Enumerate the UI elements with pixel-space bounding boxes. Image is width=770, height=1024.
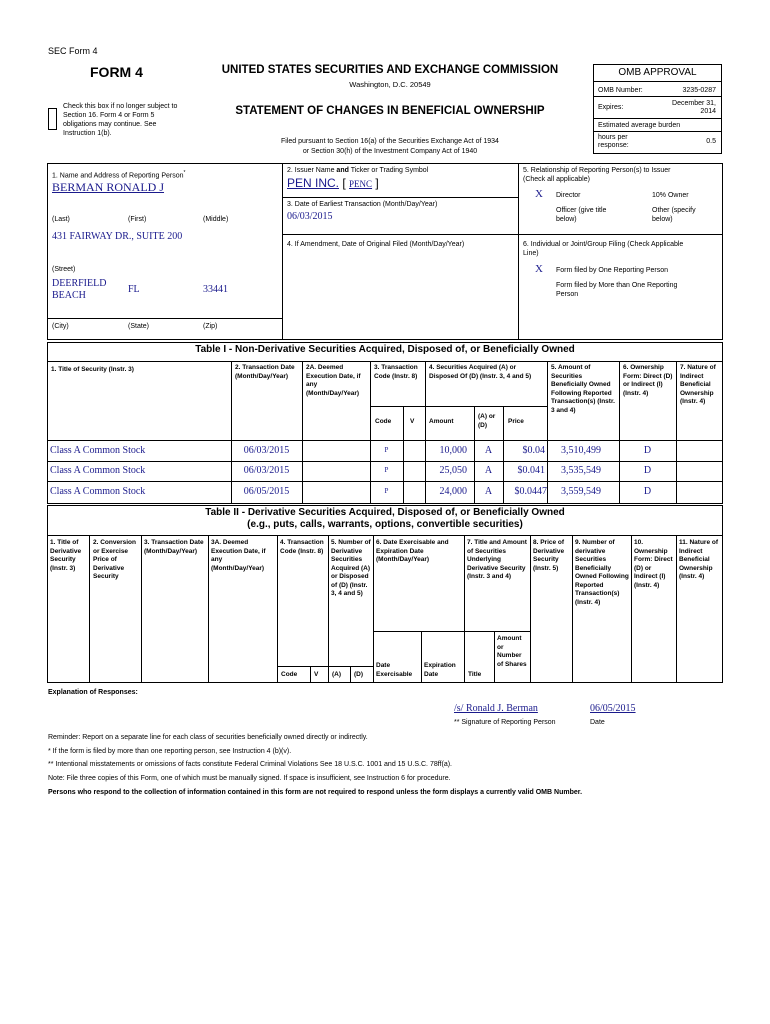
persons-notice: Persons who respond to the collection of information contained in this form are not required to respond unless the form displays a currently valid OMB Number. — [48, 789, 583, 796]
t2-sub-d: (D) — [354, 671, 364, 678]
earliest-transaction-date: 06/03/2015 — [287, 211, 333, 222]
more-person-label-2: Person — [556, 291, 579, 298]
t2-sub-expiration: Expiration Date — [424, 662, 456, 678]
t2-h-title: 1. Title of Derivative Security (Instr. 3) — [50, 539, 82, 572]
one-person-mark[interactable]: X — [535, 263, 543, 275]
t2-h-conversion: 2. Conversion or Exercise Price of Derivative Security — [93, 539, 136, 580]
t1-h-title: 1. Title of Security (Instr. 3) — [51, 366, 134, 373]
signature: /s/ Ronald J. Berman — [454, 703, 538, 714]
zip-label: (Zip) — [203, 323, 218, 330]
t2-sub-code: Code — [281, 671, 298, 678]
omb-number-value: 3235-0287 — [682, 87, 716, 94]
relationship-label-1: 5. Relationship of Reporting Person(s) to Issuer — [523, 167, 671, 174]
t2-h-underlying: 7. Title and Amount of Securities Underlying Derivative Security (Instr. 3 and 4) — [467, 539, 527, 580]
agency-address: Washington, D.C. 20549 — [349, 80, 431, 89]
t2-sub-a: (A) — [332, 671, 342, 678]
filed-pursuant-1: Filed pursuant to Section 16(a) of the Securities Exchange Act of 1934 — [281, 138, 499, 145]
t2-h-code: 4. Transaction Code (Instr. 8) — [280, 539, 324, 555]
filing-label-1: 6. Individual or Joint/Group Filing (Check Applicable — [523, 241, 684, 248]
t2-sub-v: V — [314, 671, 319, 678]
agency-title: UNITED STATES SECURITIES AND EXCHANGE COMMISSION — [221, 64, 559, 76]
zip-value: 33441 — [203, 284, 228, 295]
last-label: (Last) — [52, 216, 70, 223]
note-double-star: ** Intentional misstatements or omissions of facts constitute Federal Criminal Violations See 18 U.S.C. 1001 and 15 U.S.C. 78ff(a). — [48, 761, 452, 768]
omb-hours-label-2: response: — [598, 142, 629, 149]
officer-label-1: Officer (give title — [556, 207, 607, 214]
t1-sub-price: Price — [508, 418, 524, 425]
ten-percent-owner-label: 10% Owner — [652, 192, 689, 199]
t1-sub-aord: (A) or (D) — [478, 413, 496, 429]
officer-label-2: below) — [556, 216, 577, 223]
omb-hours-label-1: hours per — [598, 134, 628, 141]
director-mark[interactable]: X — [535, 188, 543, 200]
t2-sub-date-exercisable: Date Exercisable — [376, 662, 413, 678]
reporting-person-label: 1. Name and Address of Reporting Person* — [52, 170, 186, 180]
t2-sub-title: Title — [468, 671, 482, 678]
filed-pursuant-2: or Section 30(h) of the Investment Company Act of 1940 — [302, 148, 478, 155]
street-label: (Street) — [52, 266, 76, 273]
director-label: Director — [556, 192, 581, 199]
note-star: * If the form is filed by more than one reporting person, see Instruction 4 (b)(v). — [48, 748, 292, 755]
t2-h-owned: 9. Number of derivative Securities Beneficially Owned Following Reported Transaction(s) (Instr. 4) — [575, 539, 629, 606]
t1-h-code: 3. Transaction Code (Instr. 8) — [374, 364, 418, 380]
issuer-name[interactable]: PEN INC. — [287, 176, 340, 190]
t2-h-number: 5. Number of Derivative Securities Acquired (A) or Disposed of (D) (Instr. 3, 4 and 5) — [331, 539, 371, 597]
explanation-label: Explanation of Responses: — [48, 689, 138, 696]
amendment-label: 4. If Amendment, Date of Original Filed (Month/Day/Year) — [287, 241, 465, 248]
omb-title: OMB APPROVAL — [618, 67, 697, 78]
t1-h-acquired: 4. Securities Acquired (A) or Disposed Of (D) (Instr. 3, 4 and 5) — [429, 364, 532, 380]
street-value: 431 FAIRWAY DR., SUITE 200 — [52, 231, 183, 242]
earliest-transaction-label: 3. Date of Earliest Transaction (Month/Day/Year) — [287, 201, 438, 208]
t1-sub-v: V — [410, 418, 415, 425]
state-value: FL — [128, 284, 140, 295]
other-label-1: Other (specify — [652, 207, 696, 214]
t2-sub-amount: Amount or Number of Shares — [497, 635, 527, 668]
t1-h-nature: 7. Nature of Indirect Beneficial Ownership (Instr. 4) — [680, 364, 716, 405]
t2-h-form: 10. Ownership Form: Direct (D) or Indirect (I) (Instr. 4) — [634, 539, 673, 589]
t2-h-date: 3. Transaction Date (Month/Day/Year) — [144, 539, 204, 555]
t2-h-deemed: 3A. Deemed Execution Date, if any (Month/Day/Year) — [211, 539, 266, 572]
other-label-2: below) — [652, 216, 673, 223]
t1-h-owned: 5. Amount of Securities Beneficially Owned Following Reported Transaction(s) (Instr. 3 and 4) — [551, 364, 615, 414]
t1-sub-amount: Amount — [429, 418, 454, 425]
t1-h-deemed: 2A. Deemed Execution Date, if any (Month/Day/Year) — [306, 364, 361, 397]
statement-title: STATEMENT OF CHANGES IN BENEFICIAL OWNERSHIP — [235, 105, 545, 117]
one-person-label: Form filed by One Reporting Person — [556, 267, 669, 274]
date-label: Date — [590, 719, 605, 726]
signature-label: ** Signature of Reporting Person — [454, 719, 556, 726]
middle-label: (Middle) — [203, 216, 229, 223]
t1-sub-code: Code — [375, 418, 392, 425]
reminder-text: Reminder: Report on a separate line for each class of securities beneficially owned directly or indirectly. — [48, 734, 368, 741]
omb-expires-label: Expires: — [598, 104, 624, 111]
more-person-label-1: Form filed by More than One Reporting — [556, 282, 678, 289]
t1-h-date: 2. Transaction Date (Month/Day/Year) — [235, 364, 295, 380]
issuer-ticker: PENC — [349, 179, 373, 189]
relationship-label-2: (Check all applicable) — [523, 176, 590, 183]
omb-expires-value-2: 2014 — [700, 108, 716, 115]
first-label: (First) — [128, 216, 147, 223]
table-2-title-1: Table II - Derivative Securities Acquired, Disposed of, or Beneficially Owned — [205, 507, 565, 518]
signature-date: 06/05/2015 — [590, 703, 636, 714]
no-longer-subject-checkbox[interactable] — [48, 108, 57, 130]
issuer-line: PEN INC. [ PENC ] — [287, 176, 379, 190]
sec-form-label: SEC Form 4 — [48, 46, 98, 56]
reporting-person-name[interactable]: BERMAN RONALD J — [52, 180, 165, 194]
note-file-copies: Note: File three copies of this Form, one of which must be manually signed. If space is insufficient, see Instruction 6 for procedure. — [48, 775, 451, 782]
table-2-title-2: (e.g., puts, calls, warrants, options, convertible securities) — [247, 519, 523, 530]
checkbox-instructions: Check this box if no longer subject to Section 16. Form 4 or Form 5 obligations may continue. See Instruction 1(b). — [63, 103, 178, 137]
filing-label-2: Line) — [523, 250, 539, 257]
t2-h-exercisable: 6. Date Exercisable and Expiration Date (Month/Day/Year) — [376, 539, 449, 563]
city-value-1: DEERFIELD — [52, 278, 107, 289]
form-title: FORM 4 — [90, 64, 143, 80]
omb-hours-value: 0.5 — [706, 138, 716, 145]
city-value-2: BEACH — [52, 290, 86, 301]
city-label: (City) — [52, 323, 69, 330]
omb-burden-label: Estimated average burden — [598, 122, 681, 129]
issuer-label: 2. Issuer Name and Ticker or Trading Symbol — [287, 167, 429, 174]
t1-h-form: 6. Ownership Form: Direct (D) or Indirect (I) (Instr. 4) — [623, 364, 673, 397]
omb-expires-value-1: December 31, — [672, 100, 716, 107]
state-label: (State) — [128, 323, 150, 330]
table-1-title: Table I - Non-Derivative Securities Acquired, Disposed of, or Beneficially Owned — [195, 344, 575, 355]
t2-h-nature: 11. Nature of Indirect Beneficial Ownership (Instr. 4) — [679, 539, 719, 580]
omb-number-label: OMB Number: — [598, 87, 643, 94]
t2-h-price: 8. Price of Derivative Security (Instr. 5) — [533, 539, 565, 572]
